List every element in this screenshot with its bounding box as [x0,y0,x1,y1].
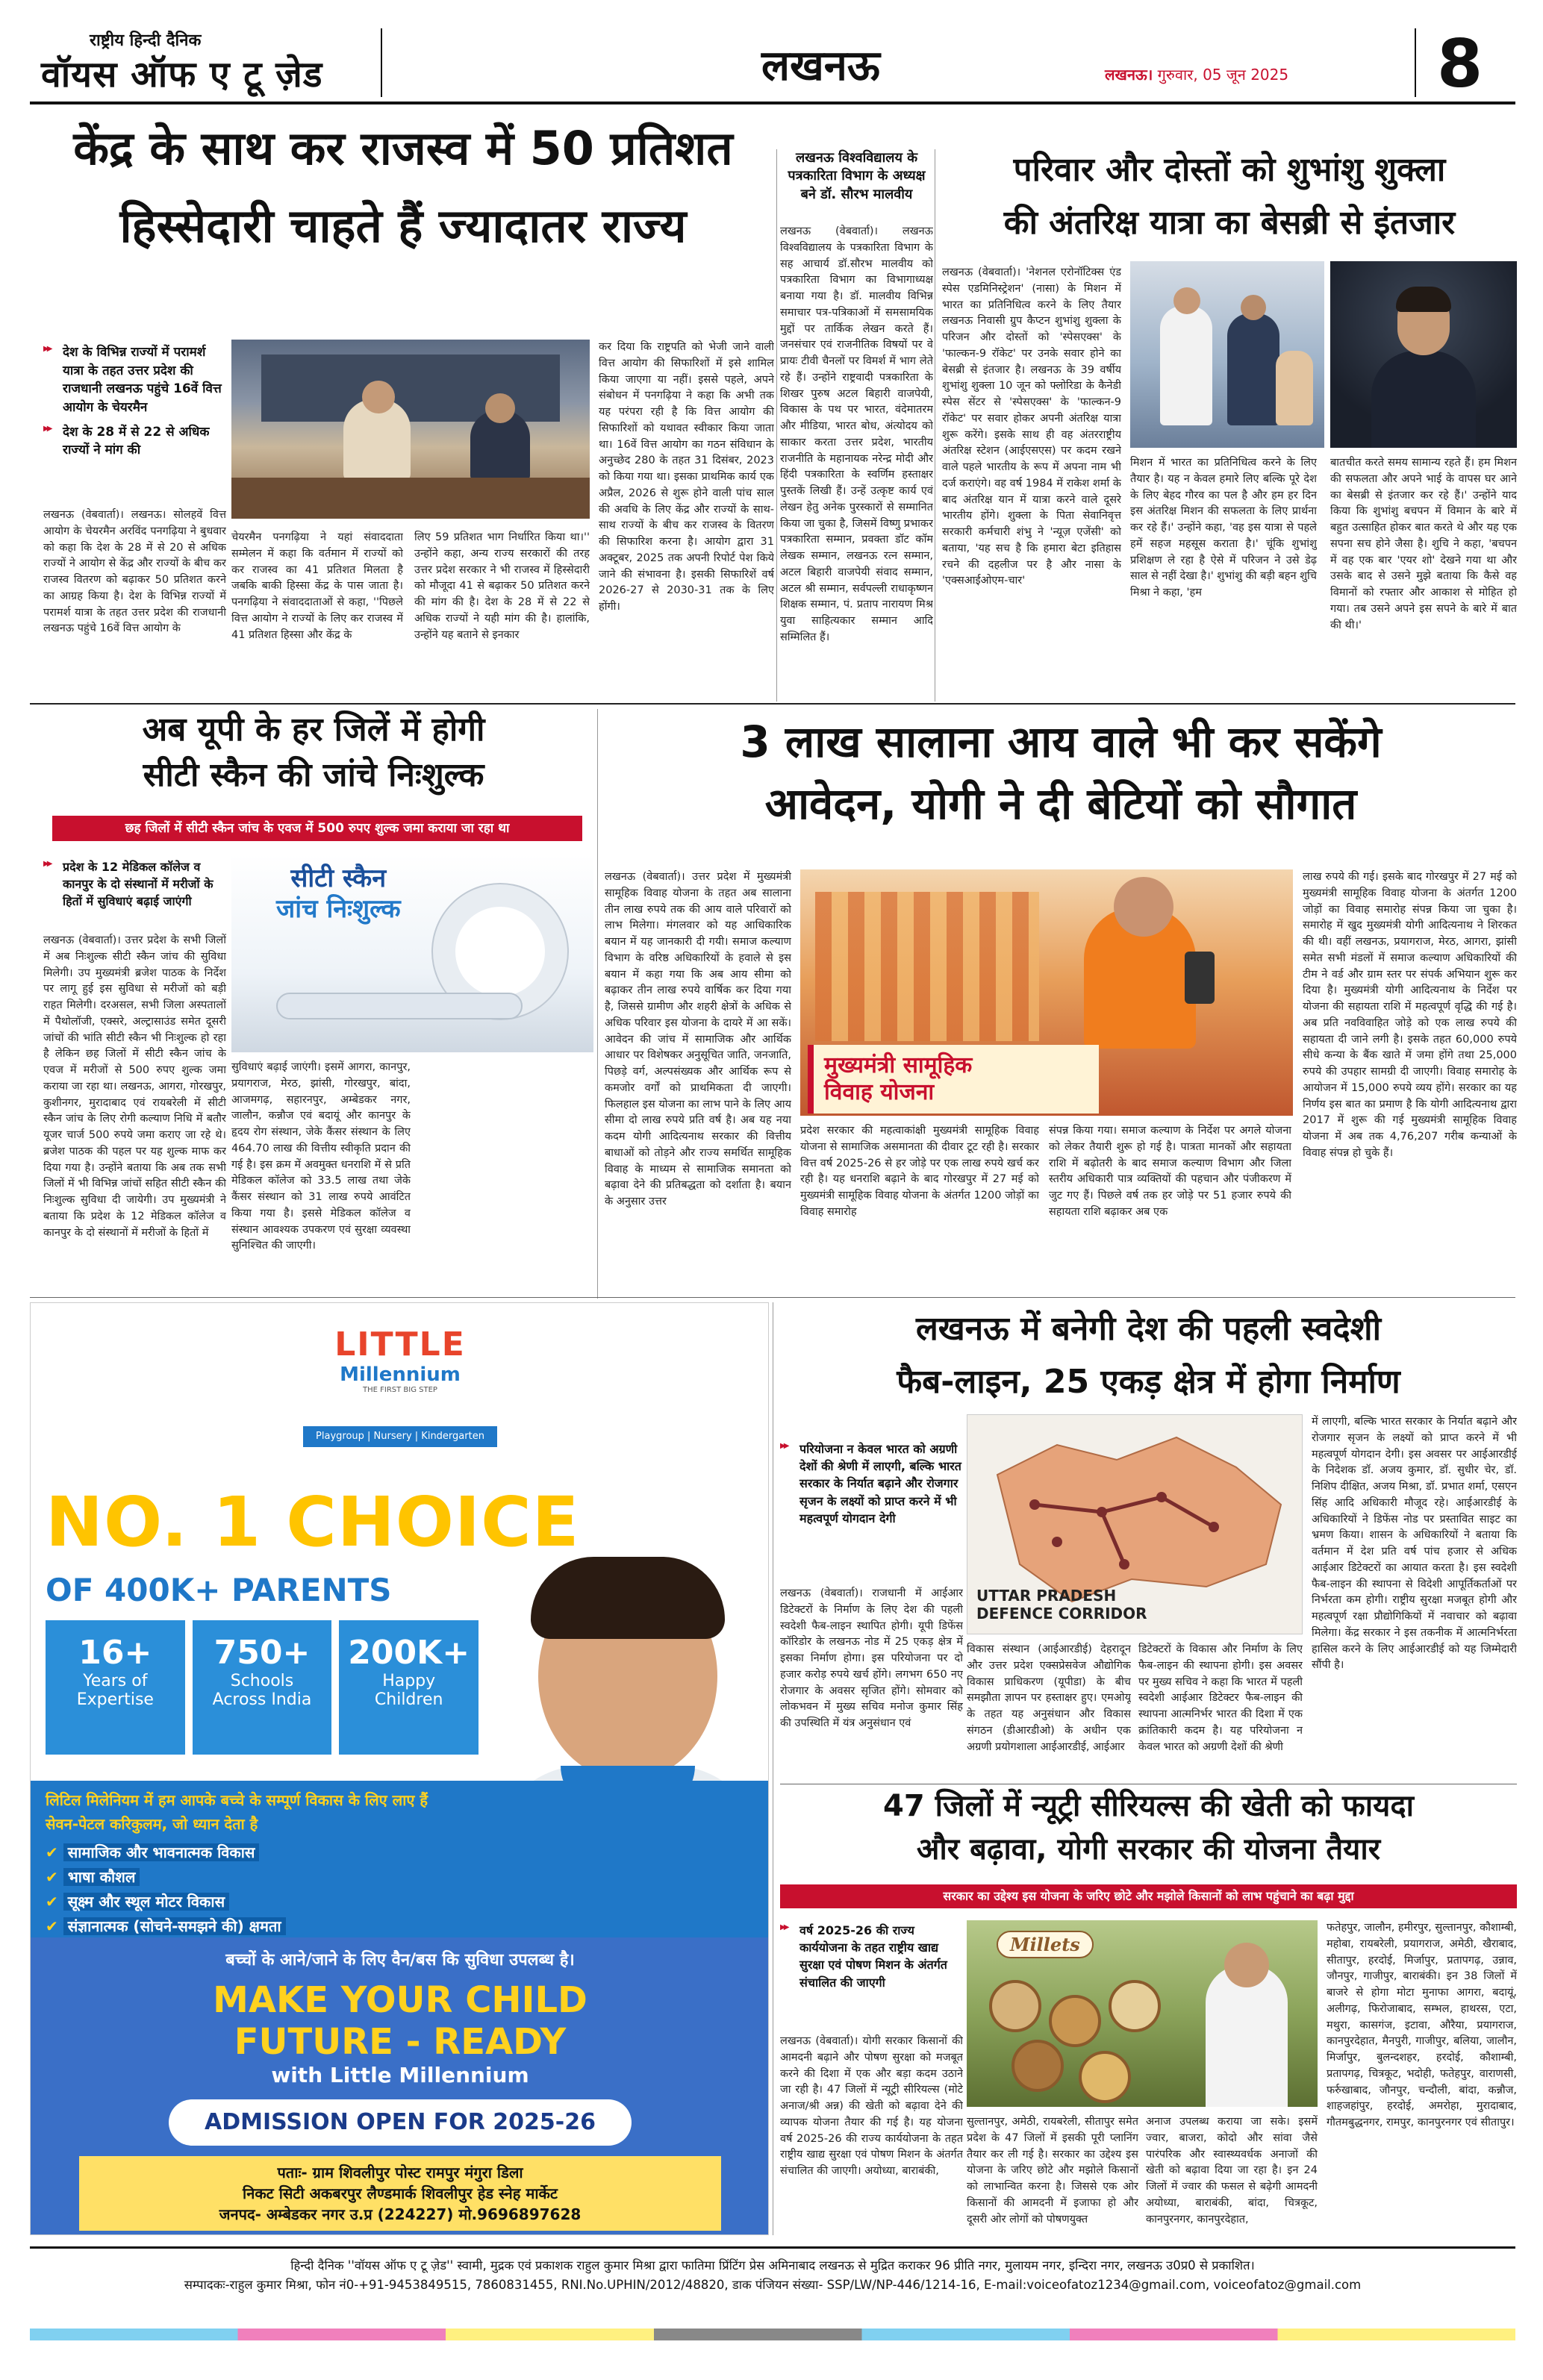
masthead-tagline: राष्ट्रीय हिन्दी दैनिक [90,31,202,50]
story-fab-line [780,1302,1517,1780]
headline: अब यूपी के हर जिलें में होगी सीटी स्कैन की जांचे निःशुल्क [142,710,485,794]
body-col-3: लिए 59 प्रतिशत भाग निर्धारित किया था।'' उन्होंने कहा, अन्य राज्य सरकारों की तरह उत्तर प्रदेश सरकार ने भी राजस्व में हिस्सेदारी को मौजूदा 41 से बढ़ाकर 50 प्रतिशत करने की मांग की है। देश के 28 में से 22 से अधिक राज्यों ने यही मांग की है। हालांकि, उन्होंने यह बताने से इनकार [414,531,590,641]
ad-transport: बच्चों के आने/जाने के लिए वैन/बस कि सुविधा उपलब्ध है। [225,1951,575,1970]
body-col-2: सुल्तानपुर, अमेठी, रायबरेली, सीतापुर समेत प्रदेश के 47 जिलों में इसकी पूरी प्लानिंग तैयार कर ली गई है। सरकार का उद्देश्य इस योजना के जरिए छोटे और मझोले किसानों को लाभान्वित करना है। जिससे एक ओर किसानों की आमदनी में इजाफा हो और दूसरी ओर लोगों को पोषणयुक्त [967,2116,1138,2226]
stat-schools: 750+ Schools Across India [193,1620,332,1755]
dateline-city: लखनऊ। [1105,66,1153,84]
story-mass-marriage [605,709,1517,1291]
dateline-date: गुरुवार, 05 जून 2025 [1157,66,1289,84]
body-col-2: सुविधाएं बढ़ाई जाएंगी। इसमें आगरा, कानपुर, प्रयागराज, मेरठ, झांसी, गोरखपुर, बांदा, आजमगढ़, सहारनपुर, अम्बेडकर नगर, जालौन, कन्नौज एवं बदायूं और कानपुर के हृदय रोग संस्थान, जेके कैंसर संस्थान के लिए 464.70 लाख की वित्तीय स्वीकृति प्रदान की गई है। इस क्रम में अवमुक्त धनराशि में से प्रति मेडिकल कॉलेज को 33.5 लाख तथा जेके कैंसर संस्थान को 31 लाख रुपये आवंटित किया गया है। इससे मेडिकल कॉलेज व संस्थान आवश्यक उपकरण एवं सुरक्षा व्यवस्था सुनिश्चित की जाएगी। [231,1061,411,1252]
story-highlights [43,343,230,466]
stat-years: 16+ Years of Expertise [46,1620,185,1755]
photo-astronaut-family [1130,261,1324,448]
ad-stats [46,1620,479,1755]
headline: लखनऊ विश्वविद्यालय के पत्रकारिता विभाग के अध्यक्ष बने डॉ. सौरभ मालवीय [788,150,926,202]
body-col-1: लखनऊ (वेबवार्ता)। उत्तर प्रदेश में मुख्यमंत्री सामूहिक विवाह योजना के तहत अब सालाना तीन लाख रुपये तक की आय वाले परिवारों को लाभ मिलेगा। मंगलवार को यह आधिकारिक बयान में यह जानकारी दी गयी। समाज कल्याण विभाग के वरिष्ठ अधिकारियों के हवाले से इस बयान में कहा गया कि अब आय सीमा को बढ़ाकर तीन लाख रुपये वार्षिक कर दिया गया है, जिससे ग्रामीण और शहरी क्षेत्रों के अधिक से अधिक परिवार इस योजना के दायरे में आ सकें। आवेदन की जांच में सामाजिक और आर्थिक आधार पर विशेषकर अनुसूचित जाति, जनजाति, पिछड़े वर्ग, अल्पसंख्यक और आर्थिक रूप से कमजोर वर्गों को प्राथमिकता दी जाएगी। फिलहाल इस योजना का लाभ पाने के लिए आय सीमा दो लाख रुपये प्रति वर्ष है। अब यह नया कदम योगी आदित्यनाथ सरकार की वित्तीय बाधाओं को तोड़ने और राज्य समर्थित सामूहिक विवाह के माध्यम से सामाजिक समानता को बढ़ावा देने की प्रतिबद्धता को दर्शाता है। बयान के अनुसार उत्तर [605,871,791,1208]
body-col-4: कर दिया कि राष्ट्रपति को भेजी जाने वाली वित्त आयोग की सिफारिशों में इसे शामिल किया जाएगा या नहीं। इससे पहले, अपने संबोधन में पनगढ़िया ने कहा कि अभी तक यह परंपरा रही है कि वित्त आयोग की सिफारिशों को यथावत स्वीकार किया जाता था। 16वें वित्त आयोग का गठन संविधान के अनुच्छेद 280 के तहत 31 दिसंबर, 2023 को किया गया था। इसका प्राथमिक कार्य एक अप्रैल, 2026 से शुरू होने वाली पांच साल की अवधि के लिए केंद्र और राज्यों के साथ-साथ राज्यों के बीच कर राजस्व के वितरण की सिफारिश करना है। आयोग द्वारा 31 अक्टूबर, 2025 तक अपनी रिपोर्ट पेश किये जाने की संभावना है। इसकी सिफारिशें वर्ष 2026-27 से 2030-31 तक के लिए होंगी। [599,341,774,613]
ad-little-millennium[interactable] [30,1302,769,2235]
body-col-3: संपन्न किया गया। समाज कल्याण के निर्देश पर अगले योजना को लेकर तैयारी शुरू हो गई है। पात्रता मानकों और सहायता राशि में बढ़ोतरी के बाद समाज कल्याण विभाग और जिला स्तरीय अधिकारी पात्र व्यक्तियों की पहचान और पंजीकरण में जुट गए हैं। पिछले वर्ष तक हर जोड़े पर 51 हजार रुपये की सहायता राशि बढ़ाकर अब एक [1049,1125,1291,1218]
story-highlights [780,1440,963,1533]
feature-item: ✔ भाषा कौशल [46,1865,286,1890]
feature-item: ✔ सामाजिक और भावनात्मक विकास [46,1840,286,1865]
highlight: ▶▶ देश के विभिन्न राज्यों में परामर्श यात्रा के तहत उत्तर प्रदेश की राजधानी लखनऊ पहुंचे 16वें वित्त आयोग के चेयरमैन [43,343,230,417]
ad-address-line: निकट सिटी अकबरपुर लैण्डमार्क शिवलीपुर हेड स्नेह मार्केट [243,2184,558,2202]
body-col-4: लाख रुपये की गई। इसके बाद गोरखपुर में 27 मई को मुख्यमंत्री सामूहिक विवाह योजना के अंतर्गत 1200 जोड़ों का विवाह समारोह संपन्न किया जा चुका है। समारोह में खुद मुख्यमंत्री योगी आदित्यनाथ ने शिरकत की थी। वहीं लखनऊ, प्रयागराज, मेरठ, आगरा, झांसी समेत सभी मंडलों में समाज कल्याण अधिकारियों की टीम ने वर्ड और ग्राम स्तर पर संपर्क अभियान शुरू कर दिया है। मुख्यमंत्री योगी आदित्यनाथ के निर्देश पर योजना की सहायता राशि में महत्वपूर्ण वृद्धि की गई है। अब प्रति नवविवाहित जोड़े को एक लाख रुपये की सहायता दी जाने लगी है। इसके तहत 60,000 रुपये सीधे कन्या के बैंक खाते में जमा होंगे तथा 25,000 रुपये की उपहार सामग्री दी जाएगी। विवाह समारोह के आयोजन में 15,000 रुपये व्यय होंगे। सरकार का यह निर्णय इस बात का प्रमाण है कि योगी आदित्यनाथ द्वारा 2017 में शुरू की गई मुख्यमंत्री सामूहिक विवाह योजना में अब तक 4,76,207 गरीब कन्याओं के विवाह संपन्न हो चुके हैं। [1303,871,1517,1159]
story-highlights [780,1922,963,1997]
headline: 3 लाख सालाना आय वाले भी कर सकेंगे आवेदन, योगी ने दी बेटियों को सौगात [740,716,1382,829]
story-lucknow-university [780,149,933,702]
ad-bottom [31,1937,769,2235]
red-summary-bar: सरकार का उद्देश्य इस योजना के जरिए छोटे और मझोले किसानों को लाभ पहुंचाने का बढ़ा मुद्दा [780,1884,1517,1908]
feature-item: ✔ सूक्ष्म और स्थूल मोटर विकास [46,1890,286,1914]
photo-astronaut-portrait [1330,261,1517,448]
ad-cta-line-3: with Little Millennium [271,2063,529,2087]
body-col-2: प्रदेश सरकार की महत्वाकांक्षी मुख्यमंत्री सामूहिक विवाह योजना से सामाजिक असमानता की दीवार टूट रही है। सरकार वित्त वर्ष 2025-26 से हर जोड़े पर एक लाख रुपये खर्च कर रही है। यह धनराशि बढ़ाने के बाद गोरखपुर में 27 मई को मुख्यमंत्री सामूहिक विवाह योजना के अंतर्गत 1200 जोड़ों का विवाह समारोह [800,1125,1039,1218]
body-col-4: फतेहपुर, जालौन, हमीरपुर, सुल्तानपुर, कौशाम्बी, महोबा, रायबरेली, प्रयागराज, अमेठी, खैराबाद, सीतापुर, हरदोई, मिर्जापुर, प्रतापगढ़, उन्नाव, जौनपुर, गाजीपुर, बाराबंकी। इन 38 जिलों में बाजरे से होगा मोटा मुनाफा आगरा, बदायूं, अलीगढ़, फिरोजाबाद, सम्भल, हाथरस, एटा, मथुरा, कासगंज, इटावा, औरैया, प्रयागराज, कानपुरदेहात, मैनपुरी, गाजीपुर, बलिया, जालौन, मिर्जापुर, बुलन्दशहर, हरदोई, कौशाम्बी, प्रतापगढ़, चित्रकूट, भदोही, फतेहपुर, वाराणसी, फर्रुखाबाद, जौनपुर, चन्दौली, बांदा, कन्नौज, शाहजहांपुर, हरदोई, अमरोहा, मुरादाबाद, गौतमबुद्धनगर, रामपुर, कानपुरनगर एवं सीतापुर। [1327,1922,1517,2128]
ad-logo [318,1325,482,1415]
headline: लखनऊ में बनेगी देश की पहली स्वदेशी फैब-लाइन, 25 एकड़ क्षेत्र में होगा निर्माण [897,1310,1400,1401]
body-col-1: लखनऊ (वेबवार्ता)। 'नेशनल एरोनॉटिक्स एंड स्पेस एडमिनिस्ट्रेशन' (नासा) के मिशन में भारत का प्रतिनिधित्व करने के लिए तैयार लखनऊ निवासी ग्रुप कैप्टन शुभांशु शुक्ला के परिजन और दोस्तों को 'स्पेसएक्स' के 'फाल्कन-9 रॉकेट' पर उनके सवार होने का बेसब्री से इंतजार है। लखनऊ के 39 वर्षीय शुभांशु शुक्ला 10 जून को फ्लोरिडा के कैनेडी स्पेस सेंटर से 'स्पेसएक्स' के 'फाल्कन-9 रॉकेट' पर सवार होकर अपनी अंतरिक्ष यात्रा शुरू करेंगे। इसके साथ ही वह अंतरराष्ट्रीय अंतरिक्ष स्टेशन (आईएसएस) पर कदम रखने वाले पहले भारतीय के रूप में अपना नाम भी दर्ज कराएंगे। वह वर्ष 1984 में राकेश शर्मा के बाद अंतरिक्ष यान में यात्रा करने वाले दूसरे भारतीय होंगे। शुक्ला के पिता सेवानिवृत्त सरकारी कर्मचारी शंभु ने 'न्यूज़ एजेंसी' को बताया, 'यह सच है कि हमारा बेटा इतिहास रचने की दहलीज पर है और नासा के 'एक्सआईओएम-चार' [942,266,1121,587]
photo-label: Millets [997,1931,1094,1958]
highlight: ▶▶ परियोजना न केवल भारत को अग्रणी देशों की श्रेणी में लाएगी, बल्कि भारत सरकार के निर्यात बढ़ाने और रोजगार सृजन के लक्ष्यों को प्राप्त करने में भी महत्वपूर्ण योगदान देगी [780,1440,963,1527]
headline: परिवार और दोस्तों को शुभांशु शुक्ला की अंतरिक्ष यात्रा का बेसब्री से इंतजार [1003,151,1456,242]
story-shubhanshu-shukla [942,149,1517,702]
ad-features-box: लिटिल मिलेनियम में हम आपके बच्चे के सम्पूर्ण विकास के लिए लाए हैं सेवन-पेटल करिकुलम, जो ध्यान देता है ✔ सामाजिक और भावनात्मक विकास ✔ भाषा कौशल ✔ सूक्ष्म और स्थूल मोटर विकास ✔ संज्ञानात्मक (सोचने-समझने की) क्षमता [31,1781,769,2027]
body-col-1: लखनऊ (वेबवार्ता)। योगी सरकार किसानों की आमदनी बढ़ाने और पोषण सुरक्षा को मजबूत करने की दिशा में एक और बड़ा कदम उठाने जा रही है। 47 जिलों में न्यूट्री सीरियल्स (मोटे अनाज/श्री अन्न) की खेती को बढ़ावा देने की व्यापक योजना तैयार की गई है। यह योजना वर्ष 2025-26 की राज्य कार्ययोजना के तहत राष्ट्रीय खाद्य सुरक्षा एवं पोषण मिशन के अंतर्गत संचालित की जाएगी। अयोध्या, बाराबंकी, [780,2035,963,2177]
body-col-mid-2: डिटेक्टरों के विकास और निर्माण के लिए फैब-लाइन की स्थापना होगी। इस अवसर पर मुख्य सचिव ने कहा कि भारत में पहली स्वदेशी आईआर डिटेक्टर फैब-लाइन की स्थापना आत्मनिर्भर भारत की दिशा में एक क्रांतिकारी कदम है। यह परियोजना न केवल भारत को अग्रणी देशों की श्रेणी [1138,1643,1303,1753]
story-ct-scan [30,709,597,1291]
masthead-name: वॉयस ऑफ ए टू ज़ेड [41,54,323,96]
body-text: लखनऊ (वेबवार्ता)। लखनऊ विश्वविद्यालय के पत्रकारिता विभाग के सह आचार्य डॉ.सौरभ मालवीय को पत्रकारिता विभाग का विभागाध्यक्ष बनाया गया है। डॉ. मालवीय विभिन्न समाचार पत्र-पत्रिकाओं में समसामयिक मुद्दों पर तार्किक लेखन करते हैं। जनसंचार एवं राजनीतिक विषयों पर वे प्रायः टीवी चैनलों पर विमर्श में भाग लेते रहे हैं। उन्होंने राष्ट्रवादी पत्रकारिता के शिखर पुरुष अटल बिहारी वाजपेयी, विकास के पथ पर भारत, वंदेमातरम और मीडिया, भारत बोध, अंत्योदय को साकार करता उत्तर प्रदेश, भारतीय राजनीति के महानायक नरेन्द्र मोदी और हिंदी पत्रकारिता के स्वर्णिम हस्ताक्षर पुस्तकें लिखी हैं। उन्हें उत्कृष्ट कार्य एवं लेखन हेतु अनेक पुरस्कारों से सम्मानित किया जा चुका है, जिसमें विष्णु प्रभाकर पत्रकारिता सम्मान, प्रवक्ता डॉट कॉम लेखक सम्मान, लखनऊ रत्न सम्मान, अटल बिहारी वाजपेयी संवाद सम्मान, अटल श्री सम्मान, सर्वपल्ली राधाकृष्णन शिक्षक सम्मान, पं. प्रताप नारायण मिश्र युवा साहित्यकार सम्मान आदि सम्मिलित हैं। [780,225,933,643]
photo-finance-meeting [231,340,590,519]
registration-strip [30,2329,1515,2340]
story-millets [780,1787,1517,2239]
body-col-3: अनाज उपलब्ध कराया जा सके। इसमें ज्वार, बाजरा, कोदो और सांवा जैसे पारंपरिक और स्वास्थ्यवर्धक अनाजों की खेती को बढ़ावा दिया जा रहा है। इन 24 जिलों में ज्वार की फसल से बढ़ेगी आमदनी अयोध्या, बाराबंकी, बांदा, चित्रकूट, कानपुरनगर, कानपुरदेहात, [1146,2116,1318,2226]
body-col-2: चेयरमैन पनगढ़िया ने यहां संवाददाता सम्मेलन में कहा कि वर्तमान में राज्यों को कर राजस्व का 41 प्रतिशत मिलता है जबकि बाकी हिस्सा केंद्र के पास जाता है। पनगढ़िया ने संवाददाताओं से कहा, ''पिछले वित्त आयोग ने राज्यों के लिए कर राजस्व में 41 प्रतिशत हिस्सा और केंद्र के [231,531,403,641]
page-number: 8 [1437,25,1483,102]
feature-item: ✔ संज्ञानात्मक (सोचने-समझने की) क्षमता [46,1914,286,1939]
brand-tagline: THE FIRST BIG STEP [363,1386,437,1394]
photo-mass-marriage [800,869,1293,1116]
story-finance-commission [30,112,776,702]
imprint-line-1: हिन्दी दैनिक ''वॉयस ऑफ ए टू ज़ेड'' स्वामी, मुद्रक एवं प्रकाशक राहुल कुमार मिश्रा द्वारा फातिमा प्रिंटिंग प्रेस अमिनाबाद लखनऊ से मुद्रित कराकर 96 प्रीति नगर, मुलायम नगर, इन्दिरा नगर, लखनऊ उ0प्र0 से प्रकाशित। [290,2258,1255,2273]
body-col-1: लखनऊ (वेबवार्ता)। लखनऊ। सोलहवें वित्त आयोग के चेयरमैन अरविंद पनगढ़िया ने बुधवार को कहा कि देश के 28 में से 20 से अधिक राज्यों ने आयोग से केंद्र और राज्यों के बीच कर राजस्व वितरण को बढ़ाकर 50 प्रतिशत करने का आग्रह किया है। देश के विभिन्न राज्यों में परामर्श यात्रा के तहत उत्तर प्रदेश की राजधानी लखनऊ पहुंचे 16वें वित्त आयोग के [43,509,226,635]
ad-cta-line-2: FUTURE - READY [234,2021,567,2063]
stat-children: 200K+ Happy Children [339,1620,479,1755]
ad-cta-line-1: MAKE YOUR CHILD [213,1979,587,2021]
body-col-3: बातचीत करते समय सामान्य रहते हैं। हम मिशन की सफलता और अपने भाई के वापस घर आने का बेसब्री से इंतजार कर रहे हैं।' उन्होंने याद किया कि शुभांशु बचपन में विमान के बारे में बहुत उत्साहित होकर बात करते थे और यह एक सपना सच होने जैसा है। शुचि ने कहा, 'बचपन में वह एक बार 'एयर शो' देखने गया था और उसके बाद से उसने मुझे बताया कि कैसे वह विमानों को रफ्तार और आकाश से मोहित हो गया। तब उसने अपने इस सपने के बारे में बात की थी।' [1330,457,1517,631]
photo-ct-scan [231,855,593,1052]
ad-services: Playgroup | Nursery | Kindergarten [303,1426,497,1447]
body-col-1: लखनऊ (वेबवार्ता)। उत्तर प्रदेश के सभी जिलों में अब निःशुल्क सीटी स्कैन जांच की सुविधा मिलेगी। उप मुख्यमंत्री ब्रजेश पाठक के निर्देश पर लागू हुई इस सुविधा से मरीजों को बड़ी राहत मिलेगी। दरअसल, सभी जिला अस्पतालों में पैथोलॉजी, एक्सरे, अल्ट्रासाउंड समेत दूसरी जांचों की भांति सीटी स्कैन भी निःशुल्क हो रहा है लेकिन छह जिलों में सीटी स्कैन जांच के एवज में मरीजों से 500 रुपए शुल्क जमा कराया जा रहा था। लखनऊ, आगरा, गोरखपुर, कुशीनगर, मुरादाबाद एवं रायबरेली में सीटी स्कैन जांच के लिए रोगी कल्याण निधि में बतौर यूजर चार्ज 500 रुपये जमा कराए जा रहे थे। ब्रजेश पाठक की पहल पर यह शुल्क माफ कर दिया गया है। उन्होंने बताया कि अब तक सभी जिलों में भी विभिन्न जांचों सहित सीटी स्कैन की निःशुल्क सुविधा दी जायेगी। उप मुख्यमंत्री ने बताया कि प्रदेश के 12 मेडिकल कॉलेज व कानपुर के दो संस्थानों में मरीजों के हितों में [43,934,226,1239]
photo-caption: मुख्यमंत्री सामूहिक विवाह योजना [808,1045,1099,1114]
body-col-mid: विकास संस्थान (आईआरडीई) देहरादून और उत्तर प्रदेश एक्सप्रेसवेज औद्योगिक विकास प्राधिकरण (यूपीडा) के बीच समझौता ज्ञापन पर हस्ताक्षर हुए। एमओयू के तहत यह अनुसंधान और विकास संगठन (डीआरडीओ) के अधीन एक अग्रणी प्रयोगशाला आईआरडीई, आईआर [967,1643,1131,1753]
headline: 47 जिलों में न्यूट्री सीरियल्स की खेती को फायदा और बढ़ावा, योगी सरकार की योजना तैयार [883,1789,1414,1867]
ad-headline: NO. 1 CHOICE [46,1482,580,1562]
highlight: ▶▶ प्रदेश के 12 मेडिकल कॉलेज व कानपुर के दो संस्थानों में मरीजों के हितों में सुविधाएं बढ़ाई जाएंगी [43,858,226,911]
story-highlights [43,858,226,916]
defence-corridor-map [967,1414,1303,1634]
red-summary-bar: छह जिलों में सीटी स्कैन जांच के एवज में 500 रुपए शुल्क जमा कराया जा रहा था [52,816,582,841]
ad-admission-banner[interactable]: ADMISSION OPEN FOR 2025-26 [169,2099,632,2146]
ad-address-line: पताः- ग्राम शिवलीपुर पोस्ट रामपुर मंगुरा डिला [277,2164,523,2181]
body-col-2: मिशन में भारत का प्रतिनिधित्व करने के लिए तैयार है। यह न केवल हमारे लिए बल्कि पूरे देश के लिए बेहद गौरव का पल है और हम हर दिन इस अंतरिक्ष मिशन की सफलता के लिए प्रार्थना कर रहे हैं।' उन्होंने कहा, 'वह इस यात्रा से पहले हमें सहज महसूस कराता है।' चूंकि शुभांशु प्रशिक्षण ले रहा है ऐसे में परिजन ने उसे डेढ़ साल से नहीं देखा है।' शुभांशु की बड़ी बहन शुचि मिश्रा ने कहा, 'हम [1130,457,1317,599]
photo-caption: सीटी स्कैन जांच निःशुल्क [276,863,401,924]
imprint-footer [30,2246,1515,2314]
highlight: ▶▶ वर्ष 2025-26 की राज्य कार्ययोजना के तहत राष्ट्रीय खाद्य सुरक्षा एवं पोषण मिशन के अंतर्गत संचालित की जाएगी [780,1922,963,1991]
headline: केंद्र के साथ कर राजस्व में 50 प्रतिशत हिस्सेदारी चाहते हैं ज्यादातर राज्य [73,121,733,253]
imprint-line-2: सम्पादकः-राहुल कुमार मिश्रा, फोन नं0-+91-9453849515, 7860831455, RNI.No.UPHIN/2012/48820, डाक पंजियन संख्या- SSP/LW/NP-446/1214-16, E-mail:voiceofatoz1234@gmail.com, voiceofatoz@gmail.com [184,2278,1362,2293]
map-title: UTTAR PRADESH DEFENCE CORRIDOR [976,1587,1147,1622]
body-col-left: लखनऊ (वेबवार्ता)। राजधानी में आईआर डिटेक्टरों के निर्माण के लिए देश की पहली स्वदेशी फैब-लाइन स्थापित होगी। यूपी डिफेंस कॉरिडोर के लखनऊ नोड में 25 एकड़ क्षेत्र में इसका निर्माण होगा। इस परियोजना पर दो हजार करोड़ रुपये खर्च होंगे। लगभग 650 नए रोजगार के अवसर सृजित होंगे। सोमवार को लोकभवन में मुख्य सचिव मनोज कुमार सिंह की उपस्थिति में यंत्र अनुसंधान एवं [780,1587,963,1729]
photo-millets [967,1920,1318,2107]
brand-name: LITTLE [334,1325,466,1364]
highlight: ▶▶ देश के 28 में से 22 से अधिक राज्यों ने मांग की [43,423,230,460]
masthead-city: लखनऊ [761,42,880,90]
ad-subheadline: OF 400K+ PARENTS [46,1572,392,1608]
body-col-right: में लाएगी, बल्कि भारत सरकार के निर्यात बढ़ाने और रोजगार सृजन के लक्ष्यों को प्राप्त करने में भी महत्वपूर्ण योगदान देगी। इस अवसर पर आईआरडीई के निदेशक डॉ. अजय कुमार, डॉ. सुधीर चेर, डॉ. निशिप दीक्षित, अजय मिश्रा, डॉ. प्रभात शर्मा, एसएन सिंह आदि अधिकारी मौजूद रहे। आईआरडीई के अधिकारियों ने डिफेंस नोड पर प्रस्तावित साइट का भ्रमण किया। शासन के अधिकारियों ने बताया कि वर्तमान में देश प्रति वर्ष पांच हजार से अधिक आईआर डिटेक्टरों का आयात करता है। इस स्वदेशी फैब-लाइन की स्थापना से विदेशी आपूर्तिकर्ताओं पर निर्भरता कम होगी। राष्ट्रीय सुरक्षा मजबूत होगी और महत्वपूर्ण रक्षा प्रौद्योगिकियों में नवाचार को बढ़ावा मिलेगा। केंद्र सरकार ने इस तकनीक में आत्मनिर्भरता हासिल करने के लिए आईआरडीई को यह जिम्मेदारी सौंपी है। [1312,1416,1517,1672]
brand-name-2: Millennium [340,1364,461,1386]
masthead [30,22,1515,104]
ad-address-line: जनपद- अम्बेडकर नगर उ.प्र (224227) मो.9696897628 [219,2205,582,2223]
ad-address-box [79,2156,721,2231]
